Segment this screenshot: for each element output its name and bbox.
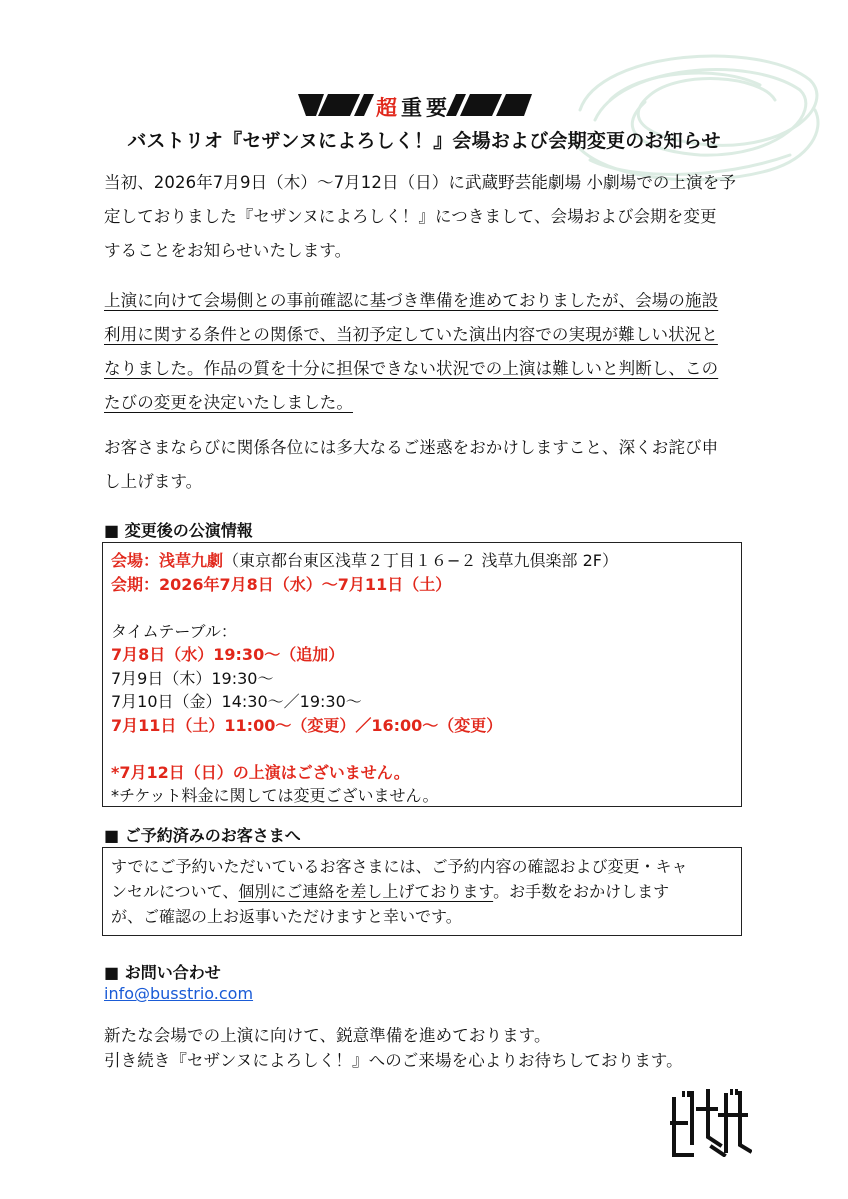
timetable-row: 7月10日（金）14:30〜／19:30〜 bbox=[111, 692, 362, 711]
intro-paragraph bbox=[104, 166, 744, 268]
apology-line: し上げます。 bbox=[104, 472, 203, 491]
reserved-line-part: 。お手数をおかけします bbox=[493, 882, 670, 901]
reason-line: 利用に関する条件との関係で、当初予定していた演出内容での実現が難しい状況と bbox=[104, 325, 718, 344]
closing-line: 新たな会場での上演に向けて、鋭意準備を進めております。 bbox=[104, 1026, 551, 1045]
intro-line: 当初、2026年7月9日（木）〜7月12日（日）に武蔵野芸能劇場 小劇場での上演を予 bbox=[104, 173, 736, 192]
ticket-note: *チケット料金に関しては変更ございません。 bbox=[111, 786, 439, 805]
intro-line: 定しておりました『セザンヌによろしく！』につきまして、会場および会期を変更 bbox=[104, 207, 717, 226]
reason-line: 上演に向けて会場側との事前確認に基づき準備を進めておりましたが、会場の施設 bbox=[104, 291, 719, 310]
busstrio-logo-icon bbox=[668, 1085, 752, 1157]
period-text: 会期：2026年7月8日（水）〜7月11日（土） bbox=[111, 574, 452, 594]
super-label: 超 bbox=[376, 96, 401, 120]
reserved-line: が、ご確認の上お返事いただけますと幸いです。 bbox=[111, 907, 462, 926]
important-label: 重要 bbox=[401, 96, 451, 120]
reason-line: たびの変更を決定いたしました。 bbox=[104, 393, 353, 412]
timetable-row: 7月8日（水）19:30〜（追加） bbox=[111, 645, 345, 664]
section-heading-contact: ■ お問い合わせ bbox=[104, 963, 221, 982]
venue-label: 会場：浅草九劇 bbox=[111, 551, 224, 570]
performance-info-box bbox=[102, 542, 742, 807]
page-title: バストリオ『セザンヌによろしく！』会場および会期変更のお知らせ bbox=[127, 130, 721, 152]
closing-paragraph bbox=[104, 1023, 744, 1073]
apology-paragraph bbox=[104, 431, 744, 499]
reserved-line: すでにご予約いただいているお客さまには、ご予約内容の確認および変更・キャ bbox=[111, 857, 688, 876]
timetable-label: タイムテーブル： bbox=[111, 621, 237, 641]
reserved-info-box bbox=[102, 847, 742, 936]
closing-line: 引き続き『セザンヌによろしく！』へのご来場を心よりお待ちしております。 bbox=[104, 1051, 683, 1070]
header-row bbox=[0, 92, 848, 126]
intro-line: することをお知らせいたします。 bbox=[104, 241, 352, 260]
timetable-row: 7月11日（土）11:00〜（変更）／16:00〜（変更） bbox=[111, 715, 503, 735]
section-heading-reserved: ■ ご予約済みのお客さまへ bbox=[104, 826, 301, 845]
reason-line: なりました。作品の質を十分に担保できない状況での上演は難しいと判断し、この bbox=[104, 359, 719, 378]
reason-paragraph bbox=[104, 284, 744, 420]
venue-address: （東京都台東区浅草２丁目１６−２ 浅草九倶楽部 2F） bbox=[223, 551, 618, 570]
reserved-line-part: ンセルについて、 bbox=[111, 882, 239, 901]
apology-line: お客さまならびに関係各位には多大なるご迷惑をおかけしますこと、深くお詫び申 bbox=[104, 438, 719, 457]
reserved-emphasis: 個別にご連絡を差し上げております bbox=[238, 882, 494, 901]
timetable-row: 7月9日（木）19:30〜 bbox=[111, 668, 274, 688]
contact-email-link[interactable]: info@busstrio.com bbox=[104, 984, 254, 1003]
section-heading-info: ■ 変更後の公演情報 bbox=[104, 521, 253, 540]
stripe-bar-right-icon bbox=[432, 94, 532, 116]
no-show-note: *7月12日（日）の上演はございません。 bbox=[111, 762, 410, 782]
